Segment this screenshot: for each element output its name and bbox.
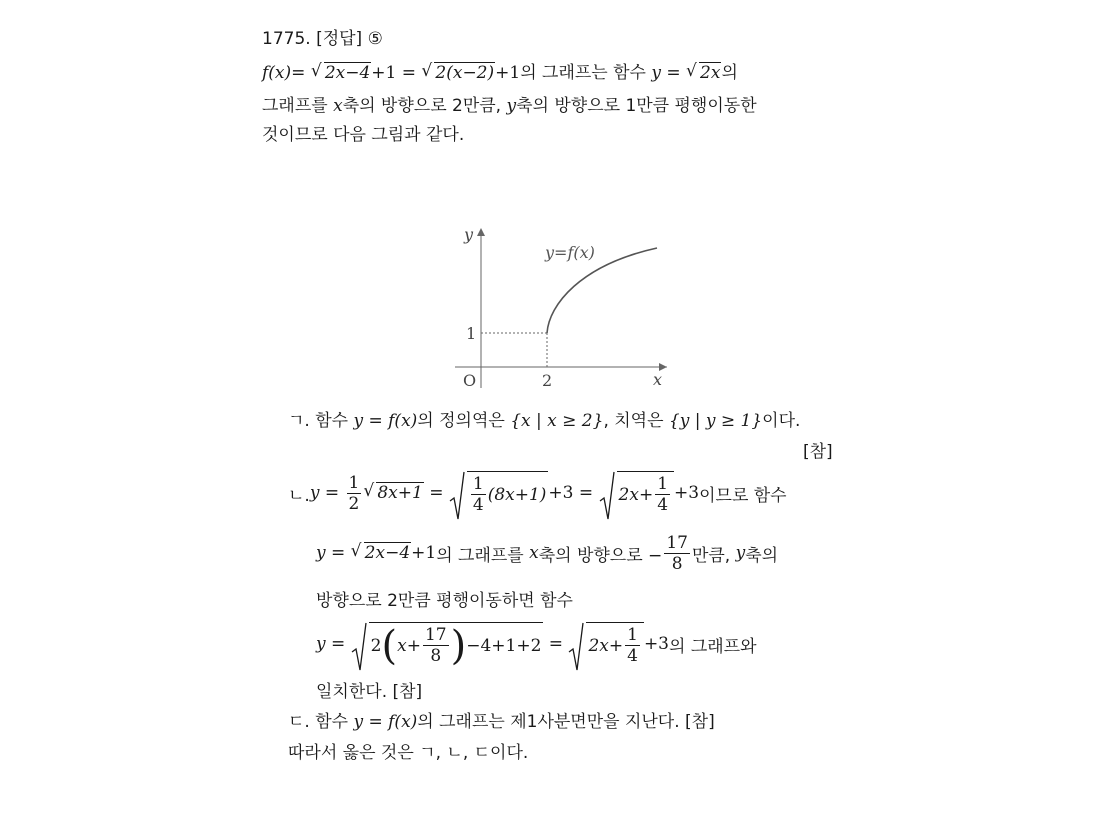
fraction-1-2 (347, 473, 362, 514)
plus-one: +1 (411, 543, 437, 563)
equals: = (423, 483, 449, 503)
intro-line-2 (262, 91, 757, 116)
radicand: 2x−4 (364, 543, 411, 563)
y-axis-label: y (464, 225, 474, 244)
var-y: y (506, 96, 517, 116)
function-graph (445, 220, 675, 395)
item-text: 축의 (745, 545, 779, 566)
numerator: 1 (348, 472, 360, 493)
inner-expr: −4+1+2 (466, 635, 542, 656)
fraction-1-4 (625, 625, 640, 666)
verdict-giyeok: [참] (803, 442, 833, 462)
var-y: y (651, 63, 661, 83)
radicand: 8x+1 (377, 483, 423, 503)
intro-line-3: 것이므로 다음 그림과 같다. (262, 125, 465, 145)
radical-2x (686, 63, 721, 83)
denominator: 4 (627, 646, 638, 666)
radical-sign (568, 622, 584, 672)
right-paren: ) (450, 622, 467, 669)
var-y: y (316, 543, 326, 563)
big-radical-2 (599, 471, 674, 515)
fraction-17-8 (664, 533, 690, 574)
y-axis-arrow (477, 228, 485, 236)
radical-sign (449, 471, 465, 521)
inner-expr: x+ (397, 635, 421, 656)
denominator: 8 (671, 553, 683, 574)
range-set: {y | y ≥ 1} (668, 411, 763, 431)
radicand: 2(x−2) (435, 63, 495, 83)
numerator: 17 (424, 625, 447, 645)
item-text: 의 그래프는 제1사분면만을 지난다. [참] (417, 712, 715, 732)
item-text: 의 정의역은 (417, 411, 511, 431)
numerator: 17 (666, 532, 688, 553)
item-nieun-line-3: 방향으로 2만큼 평행이동하면 함수 (316, 591, 573, 611)
denominator: 8 (430, 646, 442, 666)
item-text: , 치역은 (603, 411, 669, 431)
numerator: 1 (627, 625, 638, 645)
var-y: y (735, 543, 746, 563)
big-radical-1 (449, 471, 549, 515)
radicand: 2x+ (588, 635, 624, 656)
equals: = (543, 634, 569, 654)
item-text: 이므로 함수 (699, 485, 787, 506)
equals: = (325, 543, 351, 563)
item-nieun-line-2 (316, 528, 778, 578)
item-text: 이다. (762, 411, 801, 431)
domain-set: {x | x ≥ 2} (510, 411, 604, 431)
var-y: y (316, 634, 326, 654)
item-text: 의 그래프를 (436, 545, 530, 566)
var-x: x (333, 96, 343, 116)
radicand: (8x+1) (487, 484, 547, 505)
x-axis-label: x (653, 370, 663, 389)
var-y: y (309, 483, 320, 503)
radical-sign (351, 622, 367, 672)
item-giyeok (288, 406, 800, 431)
intro-text: 축의 방향으로 1만큼 평행이동한 (516, 96, 757, 116)
item-label: ㄴ. (288, 485, 310, 506)
item-text: 만큼, (691, 545, 736, 566)
big-radical-4 (568, 622, 643, 666)
radical-sign (599, 471, 615, 521)
intro-text: 의 그래프는 함수 (520, 63, 652, 83)
final-conclusion: 따라서 옳은 것은 ㄱ, ㄴ, ㄷ이다. (288, 743, 529, 763)
plus-one-eq: +1 = (371, 63, 422, 83)
intro-text: 축의 방향으로 2만큼, (342, 96, 507, 116)
coefficient: 2 (370, 635, 382, 656)
numerator: 1 (657, 474, 669, 494)
item-text: 축의 방향으로 − (538, 545, 663, 566)
item-text: ㄷ. 함수 (288, 712, 354, 732)
item-nieun-line-1 (288, 466, 787, 520)
radicand: 2x+ (618, 484, 654, 505)
intro-text: 의 (721, 63, 738, 83)
curve-label: y=f(x) (545, 243, 595, 262)
item-nieun-line-4 (316, 616, 757, 672)
equals: = (319, 483, 345, 503)
var-x: x (529, 543, 539, 563)
equals: = (660, 63, 687, 83)
radical-8x-1 (363, 483, 423, 503)
x-tick-label: 2 (542, 371, 553, 390)
denominator: 4 (657, 495, 669, 515)
intro-text: 그래프를 (262, 96, 334, 116)
plus-three: +3 (643, 634, 669, 654)
radical-2x-4 (351, 543, 411, 563)
function-expr: y = f(x) (353, 411, 418, 431)
radical-2x-4 (311, 63, 371, 83)
radical-2x-2 (421, 63, 495, 83)
origin-label: O (463, 371, 477, 390)
item-digeut (288, 707, 715, 732)
radicand: 2x (700, 63, 721, 83)
denominator: 4 (472, 495, 484, 515)
intro-line-1 (262, 58, 738, 83)
fraction-17-8 (423, 625, 449, 666)
item-text: ㄱ. 함수 (288, 411, 354, 431)
denominator: 2 (348, 493, 360, 514)
plus-three: +3 (674, 483, 700, 503)
plus-three-eq: +3 = (548, 483, 599, 503)
equals: = (291, 63, 311, 83)
item-nieun-line-5: 일치한다. [참] (316, 682, 423, 702)
function-expr: y = f(x) (353, 712, 418, 732)
answer-header: 1775. [정답] ⑤ (262, 29, 383, 49)
radicand: 2x−4 (324, 63, 371, 83)
fraction-1-4 (655, 474, 670, 515)
big-radical-3 (351, 622, 544, 669)
fraction-1-4 (471, 474, 486, 515)
y-tick-label: 1 (466, 324, 477, 343)
item-text: 의 그래프와 (669, 636, 757, 657)
equals: = (325, 634, 351, 654)
numerator: 1 (472, 474, 484, 494)
plus-one: +1 (495, 63, 521, 83)
left-paren: ( (381, 622, 398, 669)
function-fx: f(x) (262, 63, 292, 83)
